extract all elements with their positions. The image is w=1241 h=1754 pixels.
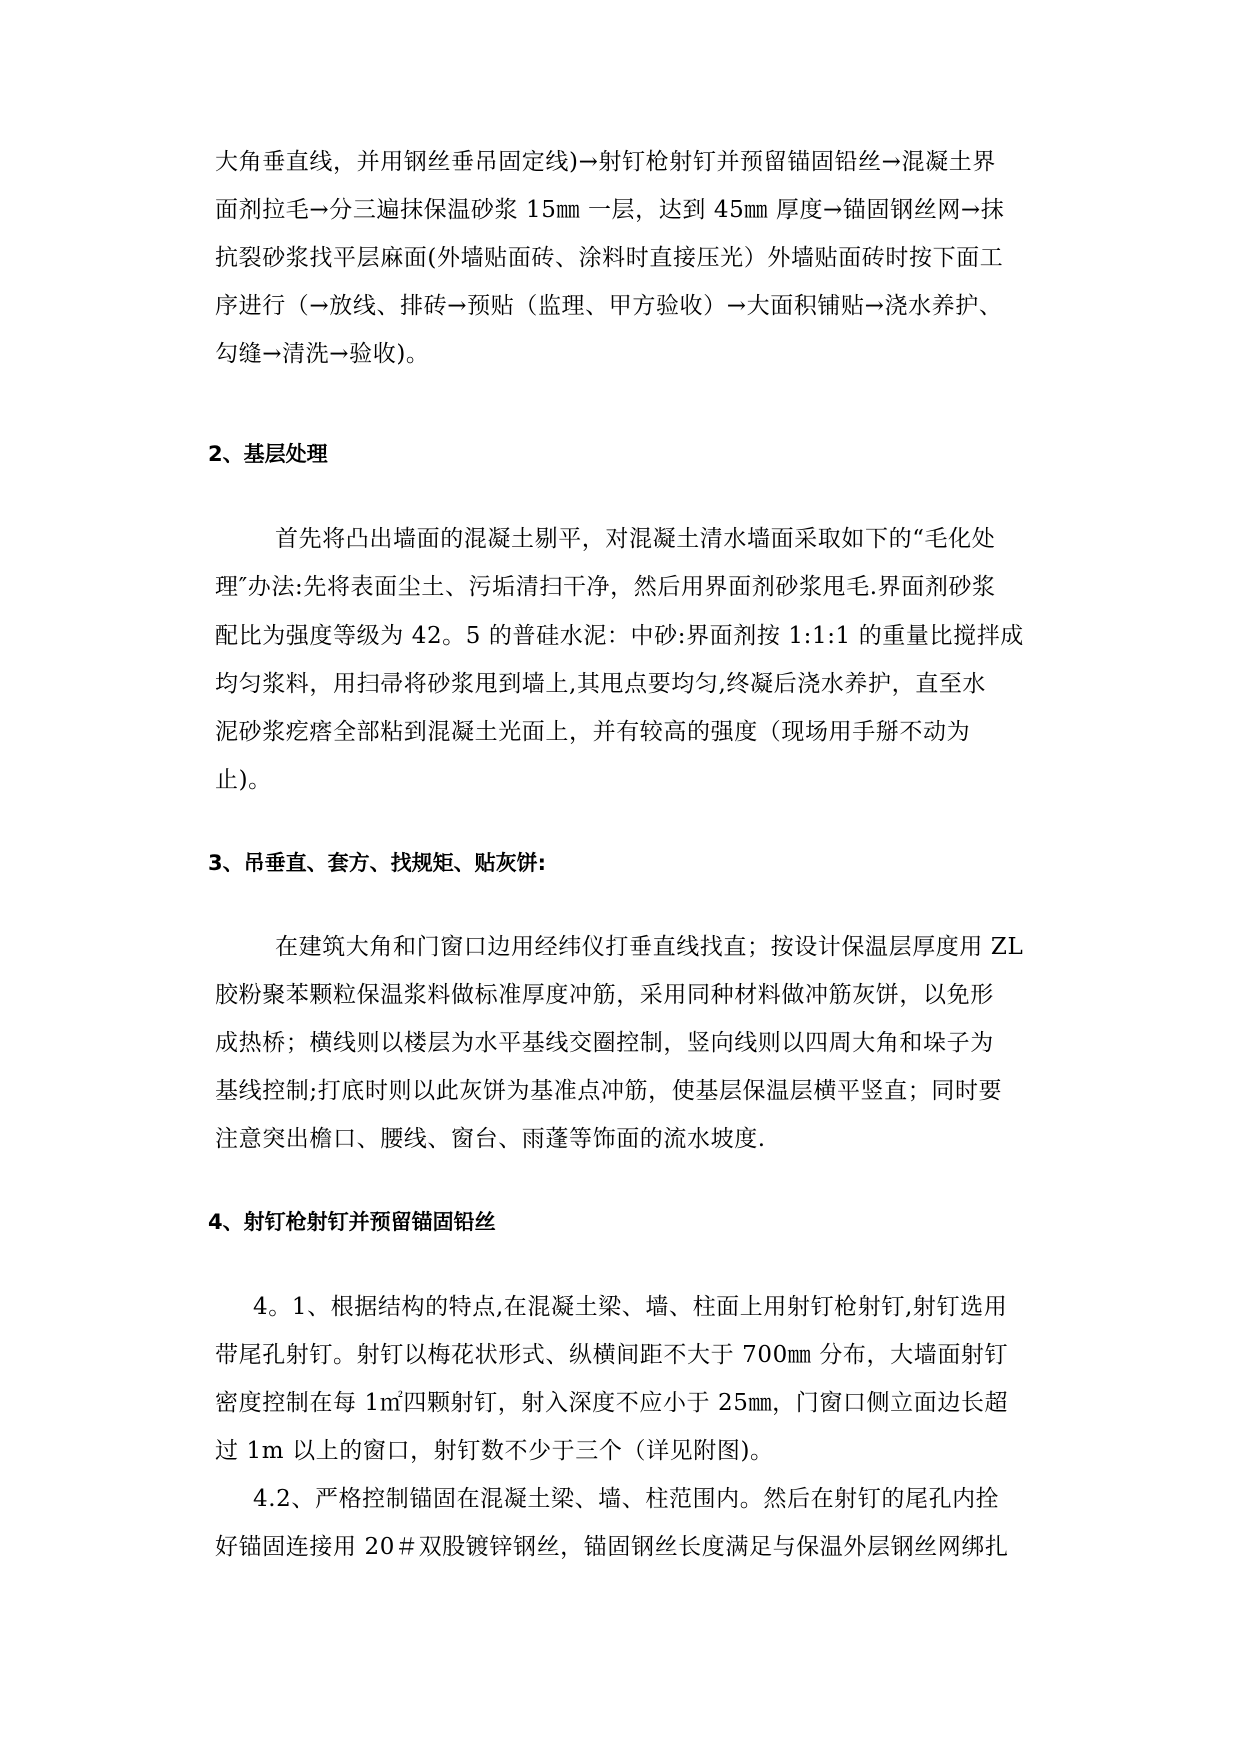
paragraph-line: 注意突出檐口、腰线、窗台、雨蓬等饰面的流水坡度. xyxy=(215,1126,766,1152)
paragraph-line: 均匀浆料，用扫帚将砂浆甩到墙上,其甩点要均匀,终凝后浇水养护，直至水 xyxy=(215,671,987,697)
paragraph-line: 序进行（→放线、排砖→预贴（监理、甲方验收）→大面积铺贴→浇水养护、 xyxy=(215,293,1003,319)
paragraph-line: 过 1m 以上的窗口，射钉数不少于三个（详见附图)。 xyxy=(215,1438,774,1464)
paragraph-line: 好锚固连接用 20＃双股镀锌钢丝，锚固钢丝长度满足与保温外层钢丝网绑扎 xyxy=(215,1534,1009,1560)
paragraph-line: 4.2、严格控制锚固在混凝土梁、墙、柱范围内。然后在射钉的尾孔内拴 xyxy=(253,1486,1000,1512)
paragraph-line: 在建筑大角和门窗口边用经纬仪打垂直线找直；按设计保温层厚度用 ZL xyxy=(275,934,1024,960)
paragraph-line: 泥砂浆疙瘩全部粘到混凝土光面上，并有较高的强度（现场用手掰不动为 xyxy=(215,719,971,745)
paragraph-line: 密度控制在每 1㎡四颗射钉，射入深度不应小于 25㎜，门窗口侧立面边长超 xyxy=(215,1390,1009,1416)
paragraph-line: 理″办法:先将表面尘土、污垢清扫干净，然后用界面剂砂浆甩毛.界面剂砂浆 xyxy=(215,574,996,600)
paragraph-line: 基线控制;打底时则以此灰饼为基准点冲筋，使基层保温层横平竖直；同时要 xyxy=(215,1078,1003,1104)
paragraph-line: 止)。 xyxy=(215,767,272,793)
section-heading: 4、射钉枪射钉并预留锚固铅丝 xyxy=(208,1210,496,1234)
paragraph-line: 勾缝→清洗→验收)。 xyxy=(215,341,430,367)
paragraph-line: 4。1、根据结构的特点,在混凝土梁、墙、柱面上用射钉枪射钉,射钉选用 xyxy=(253,1294,1008,1320)
paragraph-line: 成热桥；横线则以楼层为水平基线交圈控制，竖向线则以四周大角和垛子为 xyxy=(215,1030,994,1056)
paragraph-line: 大角垂直线，并用钢丝垂吊固定线)→射钉枪射钉并预留锚固铅丝→混凝土界 xyxy=(215,149,996,175)
paragraph-line: 抗裂砂浆找平层麻面(外墙贴面砖、涂料时直接压光）外墙贴面砖时按下面工 xyxy=(215,245,1004,271)
section-heading: 2、基层处理 xyxy=(208,442,328,466)
paragraph-line: 面剂拉毛→分三遍抹保温砂浆 15㎜ 一层，达到 45㎜ 厚度→锚固钢丝网→抹 xyxy=(215,197,1005,223)
section-heading: 3、吊垂直、套方、找规矩、贴灰饼: xyxy=(208,851,547,875)
paragraph-line: 配比为强度等级为 42。5 的普硅水泥：中砂:界面剂按 1:1:1 的重量比搅拌成 xyxy=(215,623,1024,649)
paragraph-line: 胶粉聚苯颗粒保温浆料做标准厚度冲筋，采用同种材料做冲筋灰饼，以免形 xyxy=(215,982,994,1008)
paragraph-line: 首先将凸出墙面的混凝土剔平，对混凝土清水墙面采取如下的“毛化处 xyxy=(275,526,996,552)
paragraph-line: 带尾孔射钉。射钉以梅花状形式、纵横间距不大于 700㎜ 分布，大墙面射钉 xyxy=(215,1342,1009,1368)
